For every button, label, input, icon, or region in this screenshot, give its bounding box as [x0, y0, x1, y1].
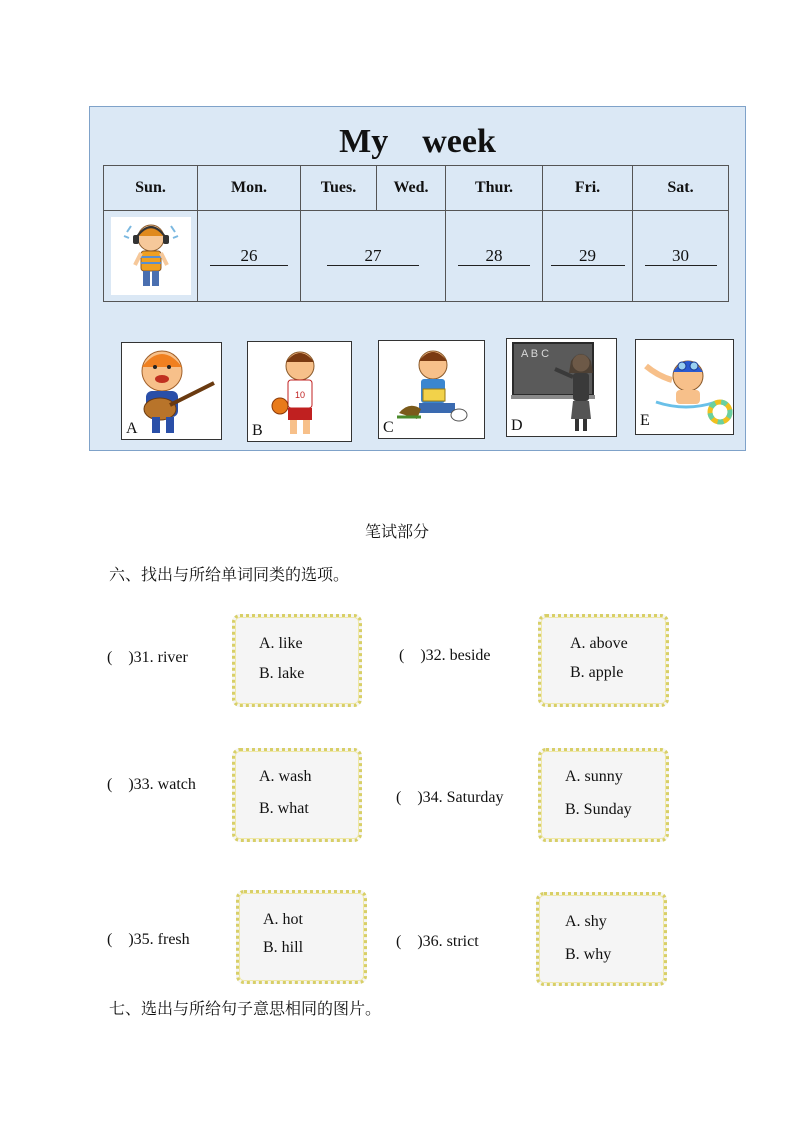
- blank-28: 28: [458, 247, 530, 266]
- question-32-options: [538, 614, 669, 707]
- picture-d: [506, 338, 617, 437]
- picture-e: [635, 339, 734, 435]
- option-b: B. lake: [259, 665, 305, 682]
- picture-b: [247, 341, 352, 442]
- blank-27: 27: [327, 247, 419, 266]
- fri-cell: [543, 211, 633, 302]
- teacher-at-blackboard-icon: [507, 339, 616, 436]
- part6-instruction: 六、找出与所给单词同类的选项。: [109, 567, 350, 584]
- week-table: [103, 165, 729, 302]
- tues-wed-cell: [301, 211, 446, 302]
- boy-swimming-icon: [636, 340, 733, 434]
- mon-cell: [198, 211, 301, 302]
- blackboard-text: A B C: [521, 348, 550, 360]
- picture-letter-b: B: [252, 422, 263, 439]
- part7-instruction: 七、选出与所给句子意思相同的图片。: [109, 1001, 382, 1018]
- option-a: A. hot: [263, 911, 303, 928]
- option-a: A. sunny: [565, 768, 623, 785]
- day-tues: Tues.: [301, 166, 377, 211]
- question-36-options: [536, 892, 667, 986]
- picture-letter-d: D: [511, 417, 523, 434]
- question-31-stem: ( )31. river: [107, 649, 188, 666]
- panel-title: My week: [339, 123, 496, 160]
- option-a: A. wash: [259, 768, 312, 785]
- sun-cell: [104, 211, 198, 302]
- boy-playing-basketball-icon: [248, 342, 351, 441]
- option-a: A. like: [259, 635, 303, 652]
- day-thur: Thur.: [446, 166, 543, 211]
- question-36-stem: ( )36. strict: [396, 933, 479, 950]
- question-33-options: [232, 748, 362, 842]
- my-week-panel: [89, 106, 746, 451]
- thur-cell: [446, 211, 543, 302]
- day-sun: Sun.: [104, 166, 198, 211]
- day-wed: Wed.: [377, 166, 446, 211]
- option-b: B. hill: [263, 939, 304, 956]
- question-34-options: [538, 748, 669, 842]
- option-b: B. Sunday: [565, 801, 632, 818]
- blank-30: 30: [645, 247, 717, 266]
- question-34-stem: ( )34. Saturday: [396, 789, 504, 806]
- option-a: A. shy: [565, 913, 607, 930]
- picture-letter-c: C: [383, 419, 394, 436]
- question-32-stem: ( )32. beside: [399, 647, 491, 664]
- option-b: B. apple: [570, 664, 624, 681]
- question-35-stem: ( )35. fresh: [107, 931, 190, 948]
- question-33-stem: ( )33. watch: [107, 776, 196, 793]
- picture-a: [121, 342, 222, 440]
- boy-listening-music-icon: [111, 217, 191, 295]
- blank-29: 29: [551, 247, 625, 266]
- option-a: A. above: [570, 635, 628, 652]
- day-mon: Mon.: [198, 166, 301, 211]
- option-b: B. why: [565, 946, 612, 963]
- sat-cell: [633, 211, 729, 302]
- option-b: B. what: [259, 800, 309, 817]
- picture-c: [378, 340, 485, 439]
- question-31-options: [232, 614, 362, 707]
- day-sat: Sat.: [633, 166, 729, 211]
- picture-letter-a: A: [126, 420, 138, 437]
- svg-text:10: 10: [295, 390, 306, 400]
- boy-reading-book-icon: [379, 341, 484, 438]
- picture-letter-e: E: [640, 412, 650, 429]
- blank-26: 26: [210, 247, 288, 266]
- question-35-options: [236, 890, 367, 984]
- section-title: 笔试部分: [364, 524, 429, 541]
- day-fri: Fri.: [543, 166, 633, 211]
